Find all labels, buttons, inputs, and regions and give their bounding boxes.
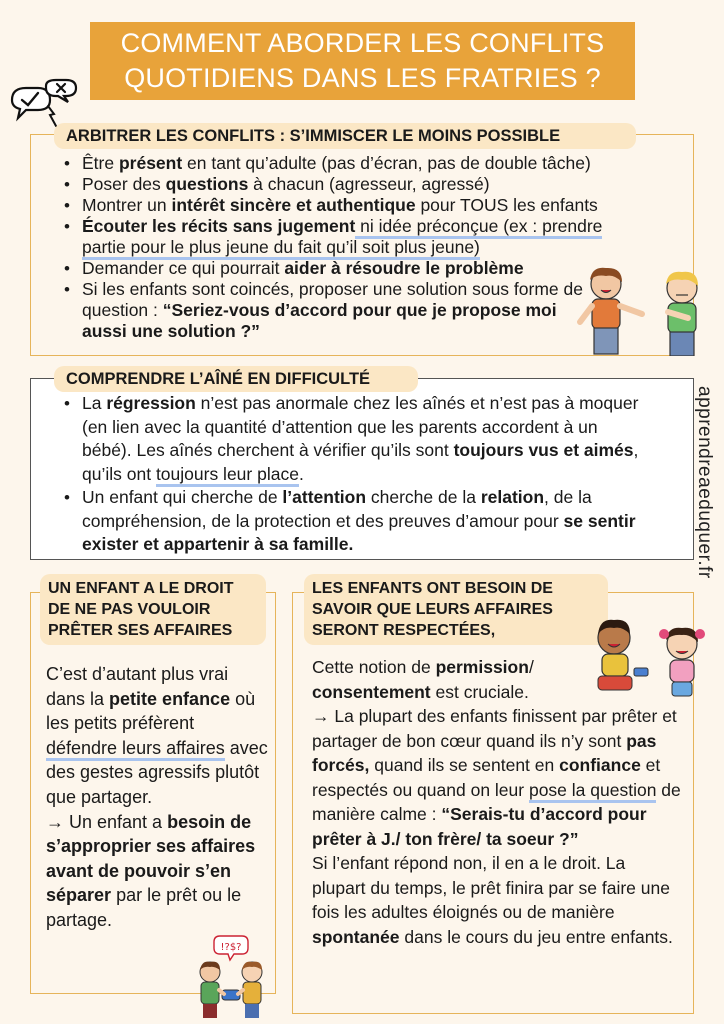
svg-text:!?$?: !?$? (220, 942, 242, 953)
title-line-1: COMMENT ABORDER LES CONFLITS (120, 28, 605, 58)
section-right-not-lend-heading: UN ENFANT A LE DROIT DE NE PAS VOULOIR PRÊTER SES AFFAIRES (40, 574, 266, 645)
list-item: • La régression n’est pas anormale chez les aînés et n’est pas à moquer (en lien avec la quantité d’attention que les parents accordent à un bébé). Les aînés cherchent à vérifier qu’ils sont toujours vus et aimés, qu’ils ont toujours leur place. (58, 392, 650, 486)
paragraph: → La plupart des enfants finissent par prêter et partager de bon cœur quand ils n’y sont pas forcés, quand ils se sentent en confiance et respectés ou quand on leur pose la question de manière calme : “Serais-tu d’accord pour prêter à J./ ton frère/ ta soeur ?” (312, 706, 681, 849)
section-right-not-lend-body (46, 662, 268, 933)
paragraph: C’est d’autant plus vrai dans la petite enfance où les petits préfèrent défendre leurs affaires avec des gestes agressifs plutôt que partager. (46, 664, 268, 807)
site-watermark: apprendreaeduquer.fr (694, 386, 715, 579)
paragraph: → Un enfant a besoin de s’approprier ses affaires avant de pouvoir s’en séparer par le prêt ou le partage. (46, 811, 256, 930)
list-item: • Montrer un intérêt sincère et authentique pour TOUS les enfants (58, 195, 628, 216)
list-item: • Un enfant qui cherche de l’attention cherche de la relation, de la compréhension, de la protection et des preuves d’amour pour se sentir exister et appartenir à sa famille. (58, 486, 650, 557)
arguing-boys-illustration (570, 262, 718, 356)
section-respect-body (312, 655, 682, 949)
paragraph: Si l’enfant répond non, il en a le droit. La plupart du temps, le prêt finira par se faire une fois les adultes éloignés ou de manière spontanée dans le cours du jeu entre enfants. (312, 853, 673, 947)
title-line-2: QUOTIDIENS DANS LES FRATRIES ? (124, 63, 601, 93)
kids-fighting-toy-illustration (190, 932, 274, 1020)
list-item: • Écouter les récits sans jugement ni idée préconçue (ex : prendre partie pour le plus jeune du fait qu’il soit plus jeune) (58, 216, 628, 258)
list-item: • Être présent en tant qu’adulte (pas d’écran, pas de double tâche) (58, 153, 628, 174)
list-item: • Si les enfants sont coincés, proposer une solution sous forme de question : “Seriez-vous d’accord pour que je propose moi aussi une solution ?” (58, 279, 592, 342)
section-elder-heading: COMPRENDRE L’AÎNÉ EN DIFFICULTÉ (54, 366, 418, 392)
paragraph: Cette notion de permission/ consentement est cruciale. (312, 657, 534, 702)
list-item: • Poser des questions à chacun (agresseur, agressé) (58, 174, 628, 195)
page-title (90, 22, 635, 100)
section-arbitrate-list (58, 153, 628, 342)
section-arbitrate-heading: ARBITRER LES CONFLITS : S’IMMISCER LE MOINS POSSIBLE (54, 123, 636, 149)
list-item: • Demander ce qui pourrait aider à résoudre le problème (58, 258, 628, 279)
section-elder-list (58, 392, 650, 557)
section-respect-heading: LES ENFANTS ONT BESOIN DE SAVOIR QUE LEURS AFFAIRES SERONT RESPECTÉES, (304, 574, 608, 645)
